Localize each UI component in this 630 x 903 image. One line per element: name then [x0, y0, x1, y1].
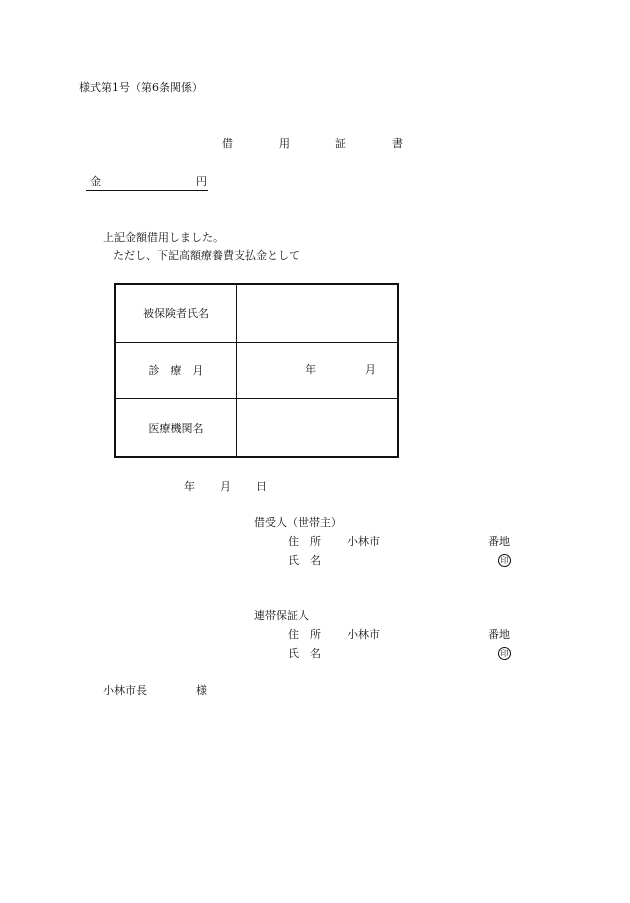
borrower-seal-icon: 印	[498, 554, 511, 567]
table-row-institution	[115, 399, 398, 457]
guarantor-heading: 連帯保証人	[254, 609, 309, 622]
date-day: 日	[256, 480, 267, 493]
table-row-month	[115, 342, 398, 399]
date-year: 年	[184, 480, 195, 493]
insured-name-label: 被保険者氏名	[115, 284, 237, 342]
borrower-name-label: 氏 名	[288, 554, 321, 567]
treatment-month-label: 診 療 月	[115, 342, 237, 399]
guarantor-city: 小林市	[347, 628, 380, 641]
borrower-city: 小林市	[347, 535, 380, 548]
title-char-1: 借	[222, 137, 233, 150]
title-char-3: 証	[335, 137, 346, 150]
document-title	[0, 138, 630, 152]
addressee-honorific: 様	[196, 684, 207, 697]
form-number: 様式第1号（第6条関係）	[79, 81, 203, 94]
insured-name-field[interactable]	[237, 284, 399, 342]
borrower-address-label: 住 所	[288, 535, 321, 548]
date-month: 月	[220, 480, 231, 493]
table-row-insured	[115, 284, 398, 342]
amount-prefix: 金	[90, 175, 101, 188]
addressee-name: 小林市長	[103, 684, 147, 697]
guarantor-address-label: 住 所	[288, 628, 321, 641]
info-table	[114, 283, 399, 458]
title-char-4: 書	[392, 137, 403, 150]
guarantor-seal-icon: 印	[498, 647, 511, 660]
borrower-heading: 借受人（世帯主）	[254, 516, 342, 529]
guarantor-name-label: 氏 名	[288, 647, 321, 660]
institution-label: 医療機関名	[115, 399, 237, 457]
body-line-1: 上記金額借用しました。	[103, 231, 224, 244]
month-month-unit: 月	[365, 363, 376, 377]
amount-suffix: 円	[196, 175, 207, 188]
month-year-unit: 年	[305, 363, 316, 377]
title-char-2: 用	[279, 137, 290, 150]
guarantor-banchi: 番地	[488, 628, 510, 641]
institution-field[interactable]	[237, 399, 399, 457]
body-line-2: ただし、下記高額療養費支払金として	[113, 249, 300, 262]
borrower-banchi: 番地	[488, 535, 510, 548]
amount-underline	[86, 190, 208, 191]
treatment-month-field[interactable]	[237, 342, 399, 399]
